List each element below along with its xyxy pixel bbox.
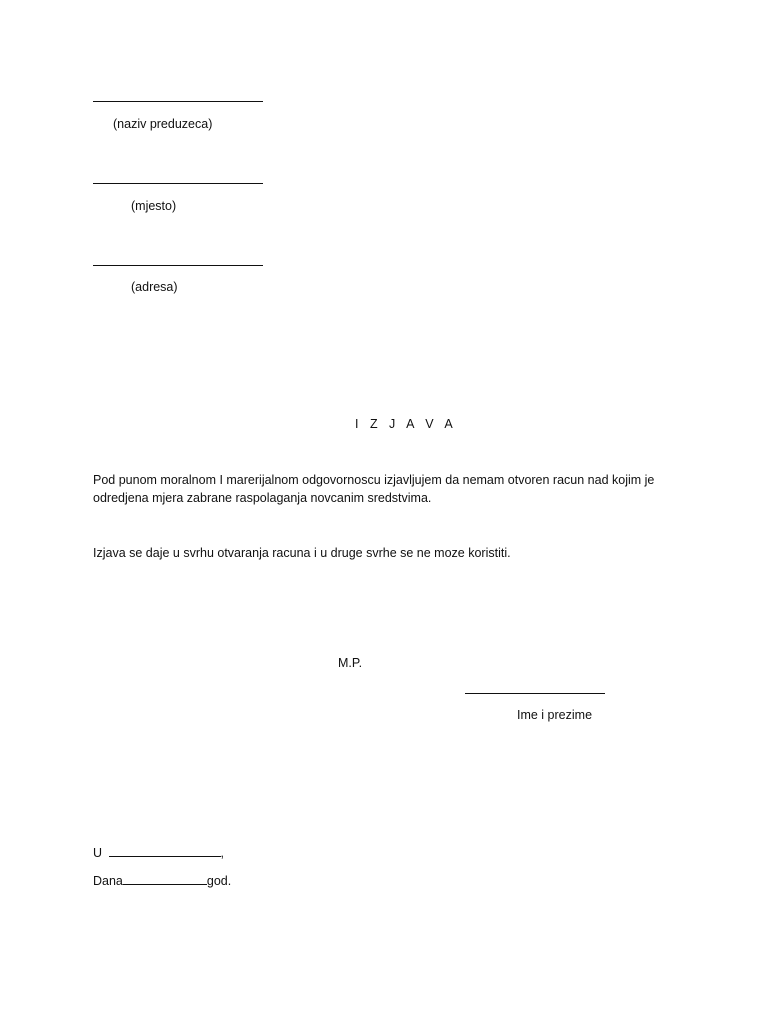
signature-line <box>465 693 605 694</box>
stamp-label: M.P. <box>338 656 363 670</box>
company-name-line <box>93 101 263 102</box>
date-blank <box>123 873 207 885</box>
statement-paragraph: Pod punom moralnom I marerijalnom odgovornoscu izjavljujem da nemam otvoren racun nad kojim je odredjena mjera zabrane raspolaganja novcanim sredstvima. <box>93 473 655 505</box>
place-blank <box>109 845 221 857</box>
place-suffix: , <box>220 846 224 860</box>
date-suffix: god. <box>206 874 232 888</box>
place-prefix: U <box>93 846 103 860</box>
purpose-paragraph: Izjava se daje u svrhu otvaranja racuna i u druge svrhe se ne moze koristiti. <box>93 546 511 560</box>
signature-label: Ime i prezime <box>517 708 593 722</box>
address-label: (adresa) <box>131 280 178 294</box>
place-label: (mjesto) <box>131 199 177 213</box>
place-field <box>93 845 224 861</box>
date-prefix: Dana <box>93 874 123 888</box>
place-line <box>93 183 263 184</box>
document-title: I Z J A V A <box>355 417 457 431</box>
address-line <box>93 265 263 266</box>
date-field <box>93 873 231 889</box>
company-name-label: (naziv preduzeca) <box>113 117 213 131</box>
